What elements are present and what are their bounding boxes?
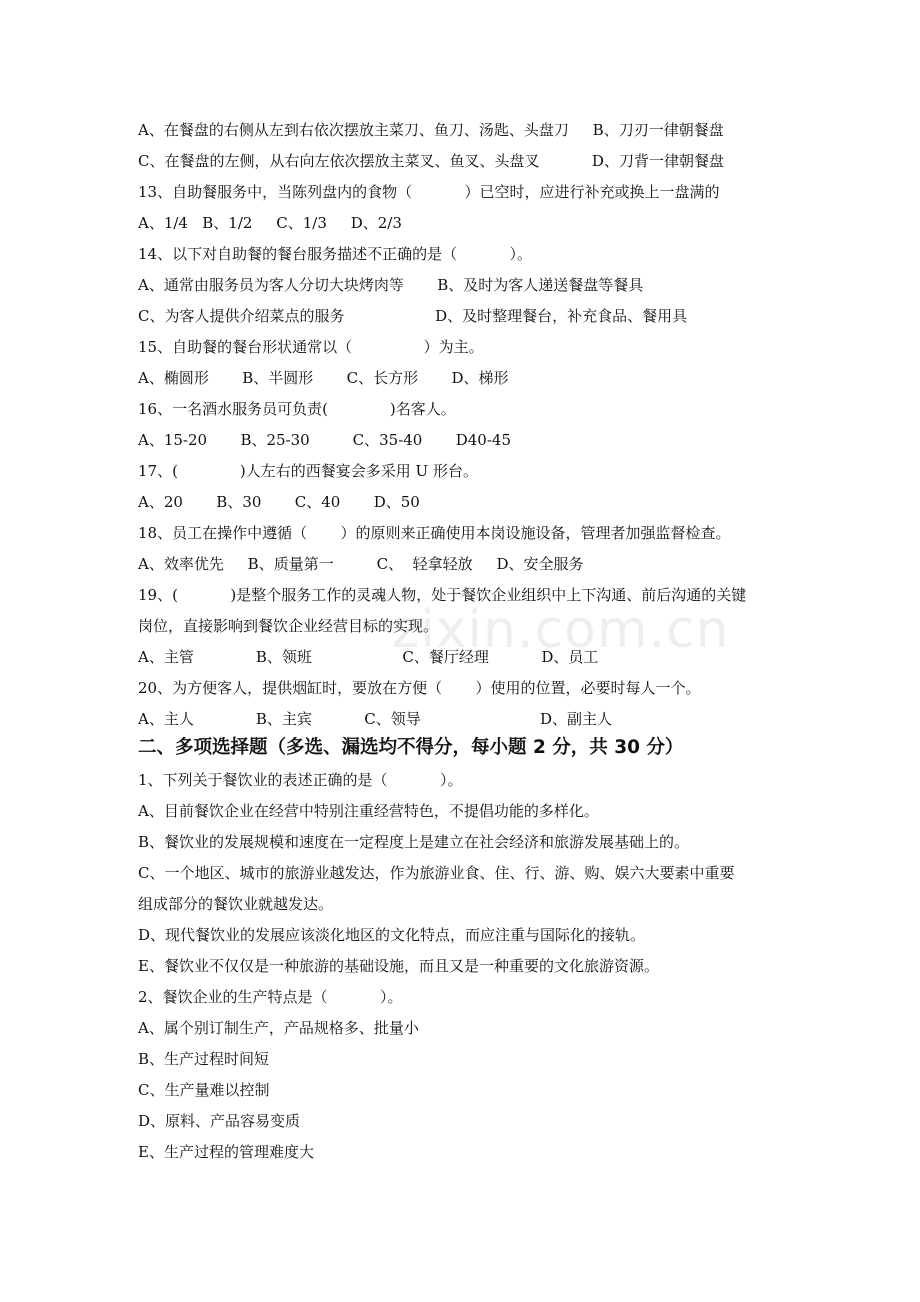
question-18: 18、员工在操作中遵循（ ）的原则来正确使用本岗设施设备，管理者加强监督检查。 xyxy=(138,524,731,542)
option-line: E、生产过程的管理难度大 xyxy=(138,1143,314,1161)
option-line: D、现代餐饮业的发展应该淡化地区的文化特点，而应注重与国际化的接轨。 xyxy=(138,926,646,944)
option-line: A、主人 B、主宾 C、领导 D、副主人 xyxy=(138,710,612,728)
question-19-continued: 岗位，直接影响到餐饮企业经营目标的实现。 xyxy=(138,617,439,635)
option-line: A、目前餐饮企业在经营中特别注重经营特色，不提倡功能的多样化。 xyxy=(138,802,599,820)
section-heading-multiple-choice: 二、多项选择题（多选、漏选均不得分，每小题 2 分，共 30 分） xyxy=(138,737,684,758)
option-line: C、在餐盘的左侧，从右向左依次摆放主菜叉、鱼叉、头盘叉 D、刀背一律朝餐盘 xyxy=(138,152,724,170)
option-line: C、生产量难以控制 xyxy=(138,1081,270,1099)
option-line: A、20 B、30 C、40 D、50 xyxy=(138,493,420,511)
option-line: D、原料、产品容易变质 xyxy=(138,1112,301,1130)
question-17: 17、( )人左右的西餐宴会多采用 U 形台。 xyxy=(138,462,478,480)
watermark: zixin.com.cn xyxy=(392,600,730,660)
question-multi-1: 1、下列关于餐饮业的表述正确的是（ ）。 xyxy=(138,771,463,789)
option-line: A、椭圆形 B、半圆形 C、长方形 D、梯形 xyxy=(138,369,509,387)
option-line: A、1/4 B、1/2 C、1/3 D、2/3 xyxy=(138,214,402,232)
question-13: 13、自助餐服务中，当陈列盘内的食物（ ）已空时，应进行补充或换上一盘满的 xyxy=(138,183,720,201)
question-multi-2: 2、餐饮企业的生产特点是（ ）。 xyxy=(138,988,403,1006)
option-line: A、属个别订制生产，产品规格多、批量小 xyxy=(138,1019,419,1037)
option-line: A、在餐盘的右侧从左到右依次摆放主菜刀、鱼刀、汤匙、头盘刀 B、刀刃一律朝餐盘 xyxy=(138,121,724,139)
option-line-continued: 组成部分的餐饮业就越发达。 xyxy=(138,895,334,913)
option-line: A、15-20 B、25-30 C、35-40 D40-45 xyxy=(138,431,511,449)
option-line: A、主管 B、领班 C、餐厅经理 D、员工 xyxy=(138,648,599,666)
option-line: B、餐饮业的发展规模和速度在一定程度上是建立在社会经济和旅游发展基础上的。 xyxy=(138,833,690,851)
option-line: B、生产过程时间短 xyxy=(138,1050,270,1068)
question-16: 16、一名酒水服务员可负责( )名客人。 xyxy=(138,400,456,418)
option-line: C、为客人提供介绍菜点的服务 D、及时整理餐台，补充食品、餐用具 xyxy=(138,307,688,325)
option-line: C、一个地区、城市的旅游业越发达，作为旅游业食、住、行、游、购、娱六大要素中重要 xyxy=(138,864,735,882)
question-20: 20、为方便客人，提供烟缸时，要放在方便（ ）使用的位置，必要时每人一个。 xyxy=(138,679,701,697)
option-line: A、效率优先 B、质量第一 C、 轻拿轻放 D、安全服务 xyxy=(138,555,584,573)
question-15: 15、自助餐的餐台形状通常以（ ）为主。 xyxy=(138,338,484,356)
question-14: 14、以下对自助餐的餐台服务描述不正确的是（ ）。 xyxy=(138,245,533,263)
option-line: A、通常由服务员为客人分切大块烤肉等 B、及时为客人递送餐盘等餐具 xyxy=(138,276,644,294)
option-line: E、餐饮业不仅仅是一种旅游的基础设施，而且又是一种重要的文化旅游资源。 xyxy=(138,957,659,975)
question-19: 19、( )是整个服务工作的灵魂人物，处于餐饮企业组织中上下沟通、前后沟通的关键 xyxy=(138,586,747,604)
